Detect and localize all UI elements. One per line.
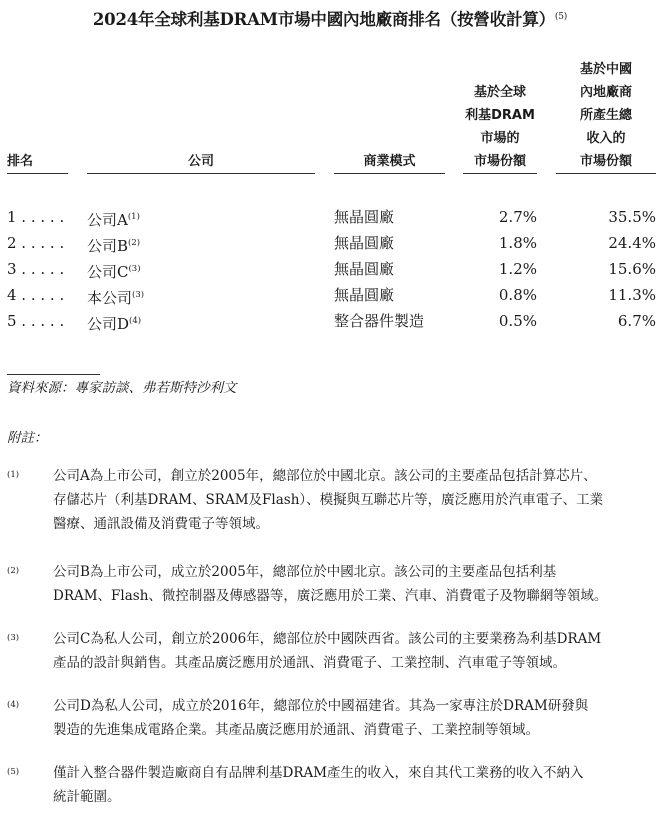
title-text: 2024年全球利基DRAM市場中國內地廠商排名（按營收計算） [92,10,555,29]
header-global-share [463,81,537,174]
note-5 [53,761,658,809]
header-mainland-line-5: 市場份額 [579,154,632,169]
note-line: DRAM、Flash、微控制器及傳感器等，廣泛應用於工業、汽車、消費電子及物聯網等領域。 [53,588,608,604]
note-line: 存儲芯片（利基DRAM、SRAM及Flash）、模擬與互聯芯片等，廣泛應用於汽車電子、工業 [53,492,604,508]
note-3 [53,627,658,675]
mainland-share-cell: 11.3% [608,286,656,304]
header-global-line-1: 基於全球 [473,85,526,100]
company-cell [87,231,140,258]
note-4 [53,694,658,742]
source-text: 資料來源：專家訪談、弗若斯特沙利文 [7,380,237,396]
business-model-cell: 無晶圓廠 [334,260,395,278]
note-marker: (3) [7,633,20,643]
global-share-cell: 2.7% [498,208,537,226]
business-model-cell: 無晶圓廠 [334,234,395,252]
header-company [87,150,315,174]
note-line: 公司C為私人公司，創立於2006年，總部位於中國陝西省。該公司的主要業務為利基DRAM [53,631,602,647]
note-line: 統計範圍。 [53,789,121,805]
footnote-ref: (4) [129,316,142,326]
note-marker: (5) [7,767,20,777]
business-model-cell: 無晶圓廠 [334,208,395,226]
rank-cell: 1 . . . . . [7,208,65,226]
header-rank-label: 排名 [7,154,34,169]
header-business-model [334,150,445,174]
rank-cell: 2 . . . . . [7,234,65,252]
note-2 [53,560,658,608]
company-name: 公司D [87,315,130,333]
header-global-line-4: 市場份額 [473,154,526,169]
footnote-ref: (3) [132,290,145,300]
company-name: 公司C [87,263,129,281]
source-divider [7,374,100,375]
global-share-cell: 0.5% [498,312,537,330]
company-name: 本公司 [87,289,133,307]
header-company-label: 公司 [187,154,214,169]
mainland-share-cell: 35.5% [608,208,656,226]
header-rank [7,150,68,174]
business-model-cell: 無晶圓廠 [334,286,395,304]
company-cell [87,205,140,232]
note-line: 公司D為私人公司，成立於2016年，總部位於中國福建省。其為一家專注於DRAM研發與 [53,698,589,714]
mainland-share-cell: 15.6% [608,260,656,278]
company-cell [87,283,144,310]
note-line: 公司B為上市公司，成立於2005年，總部位於中國北京。該公司的主要產品包括利基 [53,564,557,580]
header-global-line-2: 利基DRAM [465,108,535,123]
footnote-ref: (2) [128,238,141,248]
business-model-cell: 整合器件製造 [334,312,425,330]
header-mainland-line-2: 內地廠商 [579,85,632,100]
note-line: 僅計入整合器件製造廠商自有品牌利基DRAM產生的收入，來自其代工業務的收入不納入 [53,765,584,781]
rank-cell: 3 . . . . . [7,260,65,278]
note-marker: (2) [7,566,20,576]
company-name: 公司A [87,211,128,229]
company-name: 公司B [87,237,129,255]
header-mainland-share [556,58,656,174]
note-line: 製造的先進集成電路企業。其產品廣泛應用於通訊、消費電子、工業控制等領域。 [53,722,539,738]
title-footnote-ref: (5) [554,12,568,22]
footnote-ref: (1) [127,212,140,222]
company-cell [87,257,141,284]
note-marker: (4) [7,700,20,710]
rank-cell: 4 . . . . . [7,286,65,304]
notes-label: 附註： [7,430,48,446]
mainland-share-cell: 6.7% [617,312,656,330]
header-mainland-line-1: 基於中國 [579,62,632,77]
rank-cell: 5 . . . . . [7,312,65,330]
mainland-share-cell: 24.4% [608,234,656,252]
footnote-ref: (3) [128,264,141,274]
note-line: 產品的設計與銷售。其產品廣泛應用於通訊、消費電子、工業控制、汽車電子等領域。 [53,655,566,671]
header-global-line-3: 市場的 [480,131,520,146]
header-business-model-label: 商業模式 [363,154,416,169]
note-line: 醫療、通訊設備及消費電子等領域。 [53,516,269,532]
header-mainland-line-4: 收入的 [586,131,626,146]
note-1 [53,464,658,536]
company-cell [87,309,141,336]
note-marker: (1) [7,470,20,480]
global-share-cell: 1.2% [498,260,537,278]
page-title [0,6,660,30]
header-mainland-line-3: 所產生總 [579,108,632,123]
global-share-cell: 0.8% [498,286,537,304]
global-share-cell: 1.8% [498,234,537,252]
note-line: 公司A為上市公司，創立於2005年，總部位於中國北京。該公司的主要產品包括計算芯片、 [53,468,597,484]
